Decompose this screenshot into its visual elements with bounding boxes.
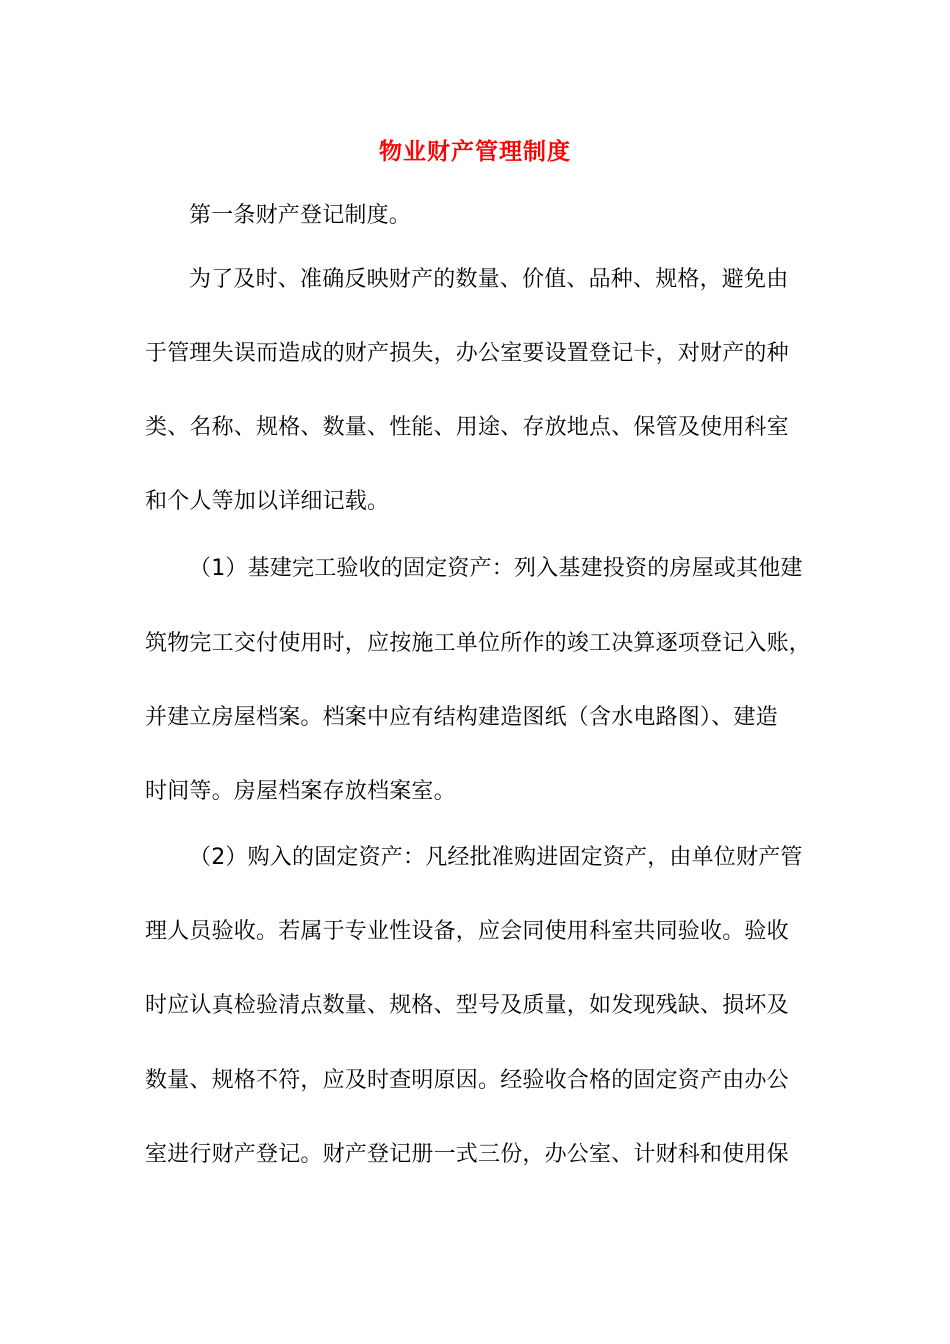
text-line: 为了及时、准确反映财产的数量、价值、品种、规格，避免由	[189, 267, 789, 292]
text-line: （2）购入的固定资产：凡经批准购进固定资产，由单位财产管	[189, 845, 803, 870]
text-line: 类、名称、规格、数量、性能、用途、存放地点、保管及使用科室	[145, 415, 789, 440]
text-line: 时间等。房屋档案存放档案室。	[145, 779, 456, 804]
text-line: 筑物完工交付使用时，应按施工单位所作的竣工决算逐项登记入账，	[145, 631, 812, 656]
text-line: 和个人等加以详细记载。	[145, 489, 390, 514]
document-title: 物业财产管理制度	[379, 139, 571, 165]
text-line: 并建立房屋档案。档案中应有结构建造图纸（含水电路图）、建造	[145, 705, 778, 730]
text-line: 第一条财产登记制度。	[189, 203, 412, 228]
text-line: 室进行财产登记。财产登记册一式三份，办公室、计财科和使用保	[145, 1142, 789, 1167]
text-line: 于管理失误而造成的财产损失，办公室要设置登记卡，对财产的种	[145, 341, 789, 366]
text-line: 数量、规格不符，应及时查明原因。经验收合格的固定资产由办公	[145, 1068, 789, 1093]
text-line: （1）基建完工验收的固定资产：列入基建投资的房屋或其他建	[189, 556, 803, 581]
text-line: 时应认真检验清点数量、规格、型号及质量，如发现残缺、损坏及	[145, 993, 789, 1018]
text-line: 理人员验收。若属于专业性设备，应会同使用科室共同验收。验收	[145, 919, 789, 944]
